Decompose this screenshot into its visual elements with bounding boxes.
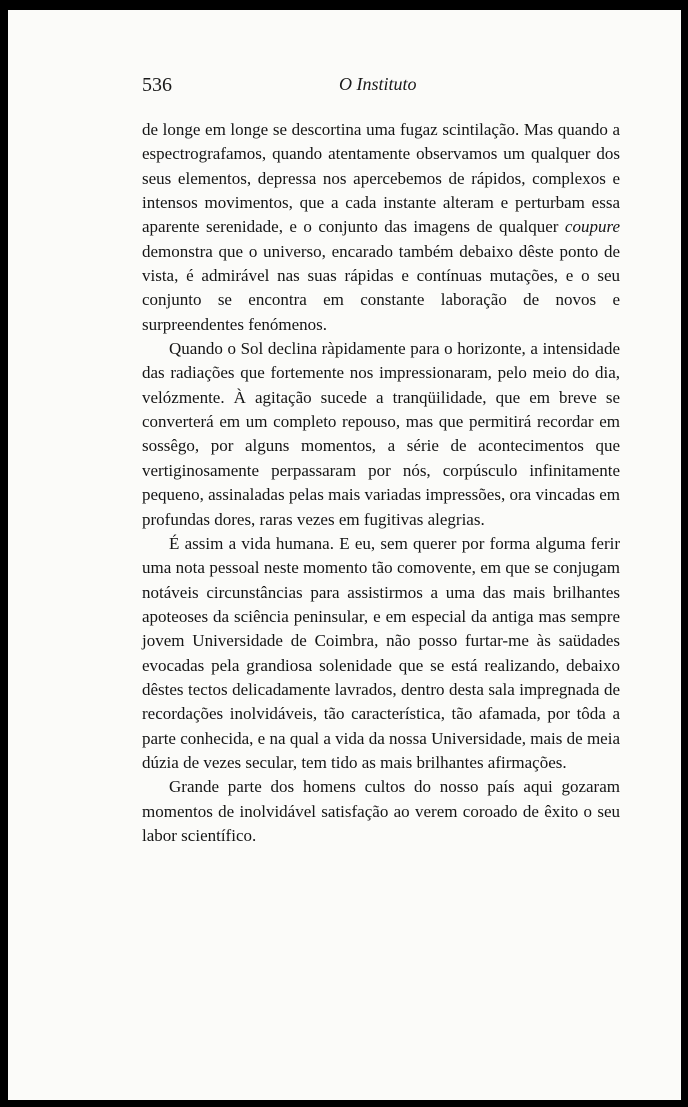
page-number: 536 <box>142 74 172 96</box>
page-header <box>8 74 681 102</box>
book-page <box>8 10 681 1100</box>
body-text <box>142 118 620 848</box>
running-title: O Instituto <box>339 74 417 94</box>
paragraph-1-text-after: demonstra que o universo, encarado também debaixo dêste ponto de vista, é admirável nas suas rápidas e contínuas mutações, e o seu conjunto se encontra em constante laboração de novos e surpreendentes fenómenos. <box>142 241 620 334</box>
paragraph-1-text-before: de longe em longe se descortina uma fugaz scintilação. Mas quando a espectrografamos, quando atentamente observamos um qualquer dos seus elementos, depressa nos apercebemos de rápidos, complexos e intensos movimentos, que a cada instante alteram e perturbam essa aparente serenidade, e o conjunto das imagens de qualquer <box>142 120 620 237</box>
paragraph-2: Quando o Sol declina ràpidamente para o horizonte, a intensidade das radiações que fortemente nos impressionaram, pelo meio do dia, velózmente. À agitação sucede a tranqüilidade, que em breve se converterá em um completo repouso, mas que permitirá recordar em sossêgo, por alguns momentos, a série de acontecimentos que vertiginosamente perpassaram por nós, corpúsculo infinitamente pequeno, assinaladas pelas mais variadas impressões, ora vincadas em profundas dores, raras vezes em fugitivas alegrias. <box>142 339 620 529</box>
paragraph-1-italic-term: coupure <box>564 217 620 237</box>
paragraph-3: É assim a vida humana. E eu, sem querer por forma alguma ferir uma nota pessoal neste momento tão comovente, em que se conjugam notáveis circunstâncias para assistirmos a uma das mais brilhantes apoteoses da sciência peninsular, e em especial da antiga mas sempre jovem Universidade de Coimbra, não posso furtar-me às saüdades evocadas pela grandiosa solenidade que se está realizando, debaixo dêstes tectos delicadamente lavrados, dentro desta sala impregnada de recordações inolvidáveis, tão característica, tão afamada, por tôda a parte conhecida, e na qual a vida da nossa Universidade, mais de meia dúzia de vezes secular, tem tido as mais brilhantes afirmações. <box>142 533 620 772</box>
paragraph-1 <box>142 118 620 337</box>
paragraph-4: Grande parte dos homens cultos do nosso país aqui gozaram momentos de inolvidável satisfação ao verem coroado de êxito o seu labor scientífico. <box>142 777 620 845</box>
